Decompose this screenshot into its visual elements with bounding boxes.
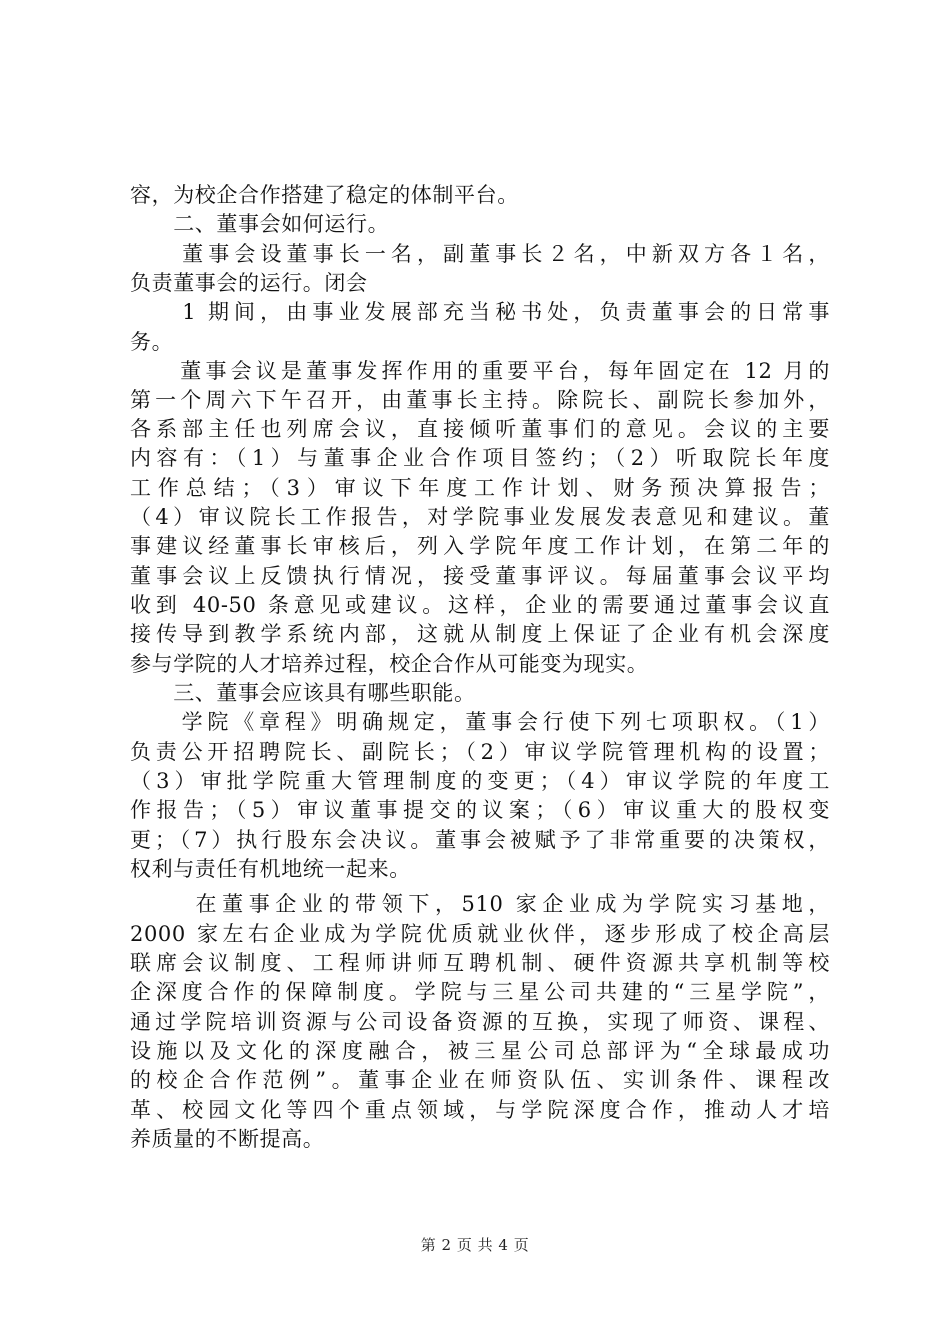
text-line: 更；（7）执行股东会决议。董事会被赋予了非常重要的决策权，: [130, 828, 830, 852]
text-line: 参与学院的人才培养过程，校企合作从可能变为现实。: [130, 652, 649, 676]
text-line: 负责公开招聘院长、副院长；（2）审议学院管理机构的设置；: [130, 740, 830, 764]
page-footer: 第 2 页 共 4 页: [420, 1236, 530, 1254]
text-line: 设施以及文化的深度融合，被三星公司总部评为“全球最成功: [130, 1039, 830, 1063]
text-line: 容，为校企合作搭建了稳定的体制平台。: [130, 183, 519, 207]
text-line: （4）审议院长工作报告，对学院事业发展发表意见和建议。董: [130, 505, 830, 529]
text-line: 养质量的不断提高。: [130, 1127, 325, 1151]
text-line: 作报告；（5）审议董事提交的议案；（6）审议重大的股权变: [130, 798, 830, 822]
text-line: 务。: [130, 330, 174, 354]
text-line: 各系部主任也列席会议，直接倾听董事们的意见。会议的主要: [130, 417, 830, 441]
text-line: 事建议经董事长审核后，列入学院年度工作计划，在第二年的: [130, 534, 830, 558]
section-heading: 三、董事会应该具有哪些职能。: [130, 681, 476, 705]
section-heading: 二、董事会如何运行。: [130, 212, 390, 236]
text-line: 2000 家左右企业成为学院优质就业伙伴，逐步形成了校企高层: [130, 922, 830, 946]
text-line: 第一个周六下午召开，由董事长主持。除院长、副院长参加外，: [130, 388, 830, 412]
text-line: 董事会议上反馈执行情况，接受董事评议。每届董事会议平均: [130, 564, 830, 588]
text-line: 工作总结；（3）审议下年度工作计划、财务预决算报告；: [130, 476, 830, 500]
text-line: 权利与责任有机地统一起来。: [130, 857, 411, 881]
text-line: 的校企合作范例”。董事企业在师资队伍、实训条件、课程改: [130, 1068, 830, 1092]
text-line: 联席会议制度、工程师讲师互聘机制、硬件资源共享机制等校: [130, 951, 830, 975]
text-line: 负责董事会的运行。闭会: [130, 271, 368, 295]
text-line: 通过学院培训资源与公司设备资源的互换，实现了师资、课程、: [130, 1010, 830, 1034]
text-line: 革、校园文化等四个重点领域，与学院深度合作，推动人才培: [130, 1098, 830, 1122]
text-line: 1 期间，由事业发展部充当秘书处，负责董事会的日常事: [130, 300, 830, 324]
text-line: 企深度合作的保障制度。学院与三星公司共建的“三星学院”，: [130, 980, 830, 1004]
text-line: 内容有：（1）与董事企业合作项目签约；（2）听取院长年度: [130, 446, 830, 470]
text-line: 收到 40-50 条意见或建议。这样，企业的需要通过董事会议直: [130, 593, 830, 617]
text-line: 学院《章程》明确规定，董事会行使下列七项职权。（1）: [130, 710, 830, 734]
text-line: 在董事企业的带领下，510 家企业成为学院实习基地，: [130, 892, 830, 916]
text-line: 董事会设董事长一名，副董事长２名，中新双方各１名，: [130, 242, 830, 266]
text-line: 董事会议是董事发挥作用的重要平台，每年固定在 12 月的: [130, 359, 830, 383]
text-line: （3）审批学院重大管理制度的变更；（4）审议学院的年度工: [130, 769, 830, 793]
text-line: 接传导到教学系统内部，这就从制度上保证了企业有机会深度: [130, 622, 830, 646]
